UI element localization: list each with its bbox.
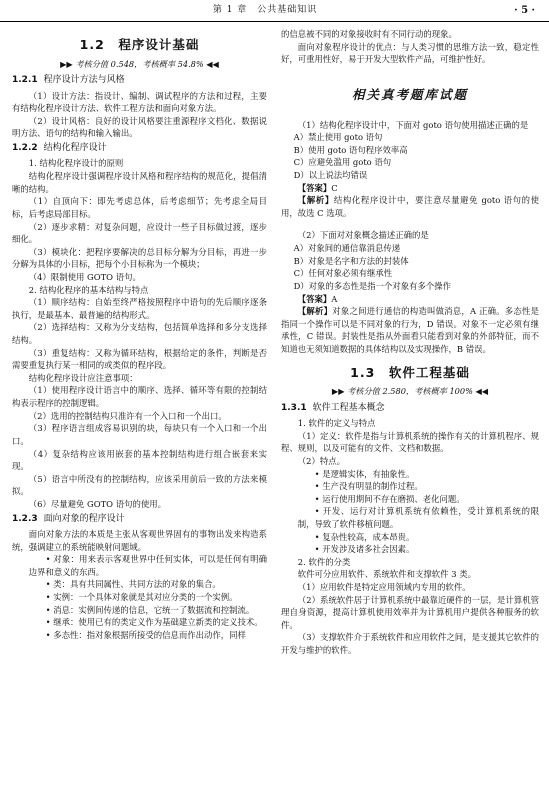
exam-section-title: 相关真考题库试题 [351,86,468,102]
paragraph: 1. 软件的定义与特点 [297,418,376,429]
paragraph: （4）复杂结构应该用嵌套的基本控制结构进行组合嵌套来实现。 [12,448,267,472]
bullet-item: • 生产没有明显的制作过程。 [281,480,539,493]
question: （1）结构化程序设计中，下面对 goto 语句使用描述正确的是 [297,119,529,130]
paragraph: （3）程序语言组成容易识别的块，每块只有一个入口和一个出口。 [12,423,267,446]
explanation-text: 对象之间进行通信的构造叫做消息，A 正确。多态性是指同一个操作可以是不同对象的行为，D 错误。对象不一定必须有继承性，C 错误。封装性是指从外面看只能看到对象的外部特征，而不知道也无须知道数据的具体结构以及实现操作，B 错误。 [281,306,539,354]
paragraph: 面向对象方法的本质是主张从客观世界固有的事物出发来构造系统，强调建立的系统能映射问题域。 [12,529,267,552]
subsection-title: 面向对象的程序设计 [43,513,125,524]
subsection-heading [12,74,267,88]
explanation-text: 结构化程序设计中，要注意尽量避免 goto 语句的使用，故选 C 选项。 [281,195,539,218]
paragraph: （1）顺序结构：自始至终严格按照程序中语句的先后顺序逐条执行，是最基本、最普遍的结构形式。 [12,297,267,320]
bullet-item: • 多态性：指对象根据所接受的信息而作出动作，同样 [12,629,267,642]
answer-label: 【答案】 [297,293,332,304]
paragraph: 的信息被不同的对象接收时有不同行动的现象。 [281,29,457,39]
paragraph: （1）定义：软件是指与计算机系统的操作有关的计算机程序、规程、规则，以及可能有的文件、文档和数据。 [281,430,539,454]
paragraph: （3）支撑软件介于系统软件和应用软件之间，是支援其它软件的开发与维护的软件。 [281,632,539,656]
subsection-title: 程序设计方法与风格 [43,75,125,86]
option: B）使用 goto 语句程序效率高 [293,144,408,155]
paragraph: （3）重复结构：又称为循环结构，根据给定的条件，判断是否需要重复执行某一相同的或类似的程序段。 [12,347,267,371]
bullet-item: • 开发涉及诸多社会因素。 [281,543,539,556]
score-line: ▶▶ 考核分值 2.580，考核概率 100% ◀◀ [331,386,489,397]
paragraph: （2）选择结构：又称为分支结构，包括简单选择和多分支选择结构。 [12,322,267,346]
paragraph: 2. 结构化程序的基本结构与特点 [28,284,149,295]
bullet-item: • 实例：一个具体对象就是其对应分类的一个实例。 [12,591,267,604]
explanation [281,305,539,355]
page-number: · 5 · [514,5,535,16]
option: C）应避免滥用 goto 语句 [293,157,392,168]
bullet-item: • 对象：用来表示客观世界中任何实体，可以是任何有明确边界和意义的东西。 [12,553,267,578]
option: A）禁止使用 goto 语句 [293,132,383,143]
subsection-number: 1.3.1 [281,402,307,413]
paragraph: 2. 软件的分类 [297,556,351,567]
paragraph: （2）特点。 [297,455,345,466]
score-line: ▶▶ 考核分值 0.548，考核概率 54.8% ◀◀ [60,58,219,69]
bullet-item: • 消息：实例间传递的信息，它统一了数据流和控制流。 [12,604,267,617]
paragraph: 1. 结构化程序设计的原则 [28,158,124,169]
section-title: 1.2 程序设计基础 [79,37,200,52]
answer-value: A [331,293,338,304]
answer-line [281,182,539,195]
bullet-item: • 继承：使用已有的类定义作为基础建立新类的定义技术。 [12,616,267,629]
question: （2）下面对对象概念描述正确的是 [297,230,429,241]
subsection-heading [12,142,267,156]
paragraph: （2）系统软件居于计算机系统中最靠近硬件的一层，是计算机管理自身资源，提高计算机使用效率并为计算机用户提供各种服务的软件。 [281,594,539,630]
paragraph: （3）模块化：把程序要解决的总目标分解为分目标，再进一步分解为具体的小目标，把每个小目标称为一个模块； [12,246,267,270]
option: A）对象间的通信靠消息传递 [293,243,401,254]
explanation-label: 【解析】 [297,306,333,317]
answer-value: C [331,182,338,193]
content-columns [12,28,539,799]
paragraph: （1）应用软件是特定应用领域内专用的软件。 [297,582,471,593]
option: B）对象是名字和方法的封装体 [293,255,409,266]
paragraph: （1）设计方法：指设计、编制、调试程序的方法和过程，主要有结构化程序设计方法、软件工程方法和面向对象方法。 [12,90,267,114]
paragraph: （4）限制使用 GOTO 语句。 [28,271,141,282]
bullet-item: • 类：具有共同属性、共同方法的对象的集合。 [12,578,267,591]
paragraph: （2）设计风格：良好的设计风格要注重源程序文档化、数据说明方法、语句的结构和输入输出。 [12,115,267,139]
section-title: 1.3 软件工程基础 [350,364,470,380]
page-header [0,0,549,22]
option: C）任何对象必须有继承性 [293,268,393,279]
paragraph: 结构化程序设计强调程序设计风格和程序结构的规范化，提倡清晰的结构。 [12,171,267,194]
answer-label: 【答案】 [297,182,332,193]
explanation-label: 【解析】 [297,195,334,206]
chapter-title: 第 1 章 公共基础知识 [212,4,318,15]
option: D）对象的多态性是指一个对象有多个操作 [293,280,452,291]
subsection-title: 软件工程基本概念 [312,402,385,413]
subsection-title: 结构化程序设计 [43,142,107,153]
subsection-number: 1.2.2 [12,142,38,153]
bullet-item: • 复杂性较高，成本昂贵。 [281,531,539,544]
paragraph: （6）尽量避免 GOTO 语句的使用。 [28,498,166,509]
subsection-number: 1.2.3 [12,513,38,524]
paragraph: （2）选用的控制结构只准许有一个入口和一个出口。 [28,410,227,421]
bullet-item: • 是逻辑实体，有抽象性。 [281,468,539,481]
paragraph: 软件可分应用软件、系统软件和支撑软件 3 类。 [297,569,476,580]
bullet-item: • 运行使用期间不存在磨损、老化问题。 [281,493,539,506]
paragraph: 结构化程序设计应注意事项： [28,372,138,383]
subsection-number: 1.2.1 [12,75,38,86]
answer-line [281,293,539,306]
right-column [281,28,539,799]
paragraph: （2）逐步求精：对复杂问题，应设计一些子目标做过渡，逐步细化。 [12,221,267,245]
bullet-item: • 开发、运行对计算机系统有依赖性，受计算机系统的限制，导致了软件移植问题。 [281,505,539,530]
paragraph: （5）语言中所没有的控制结构，应该采用前后一致的方法来模拟。 [12,473,267,497]
explanation [281,194,539,219]
left-column [12,28,267,799]
option: D）以上说法均错误 [293,170,368,181]
subsection-heading [12,513,267,527]
paragraph: （1）自顶向下：即先考虑总体，后考虑细节；先考虑全局目标，后考虑局部目标。 [12,196,267,219]
spacer [281,219,539,229]
subsection-heading [281,402,539,416]
paragraph: 面向对象程序设计的优点：与人类习惯的思维方法一致，稳定性好，可重用性好，易于开发大型软件产品，可维护性好。 [281,41,539,65]
paragraph: （1）使用程序设计语言中的顺序、选择、循环等有限的控制结构表示程序的控制逻辑。 [12,385,267,409]
